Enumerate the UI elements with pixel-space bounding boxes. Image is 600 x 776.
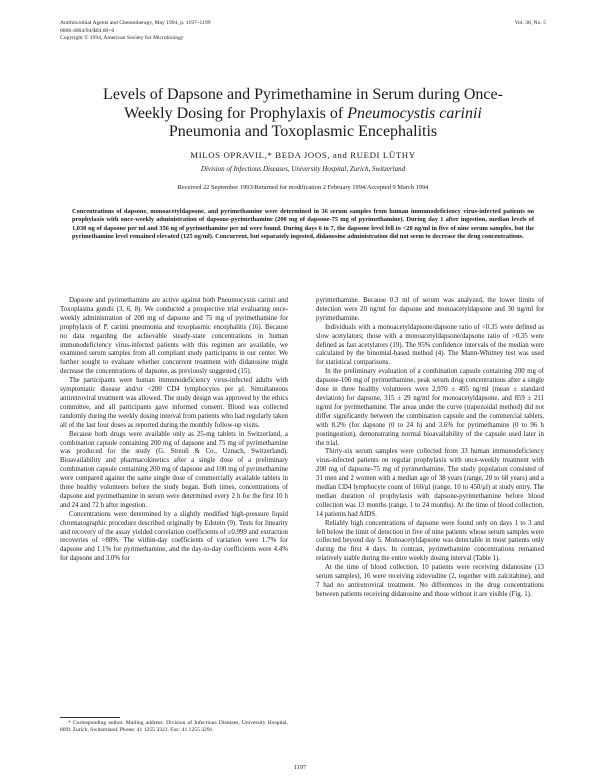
title-line-2 <box>60 105 546 124</box>
corresponding-author-footnote <box>60 720 288 734</box>
paragraph: Dapsone and pyrimethamine are active against both Pneumocystis carinii and Toxoplasma gondii (3, 6, 8). We conducted a prospective trial evaluating once-weekly administration of 200 mg of dapsone and 75 mg of pyrimethamine for prophylaxis of P. carinii pneumonia and toxoplasmic encephalitis (16). Because no data regarding the achievable steady-state concentrations in human immunodeficiency virus-infected patients with this regimen are available, we examined serum samples from all compliant study participants in our center. We further sought to evaluate whether concurrent treatment with didanosine might decrease the concentrations of dapsone, as previously suggested (15). <box>60 297 288 376</box>
paragraph: The participants were human immunodeficiency virus-infected adults with symptomatic disease and/or <200 CD4 lymphocytes per μl. Simultaneous antiretroviral treatment was allowed. The study design was approved by the ethics committee, and all participants gave informed consent. Blood was collected randomly during the weekly dosing interval from patients who had regularly taken all of the last four doses as reported during the monthly follow-up visits. <box>60 377 288 429</box>
paragraph: Thirty-six serum samples were collected from 33 human immunodeficiency virus-infected patients on regular prophylaxis with once-weekly treatment with 200 mg of dapsone-75 mg of pyrimethamine. The study population consisted of 31 men and 2 women with a median age of 38 years (range, 20 to 68 years) and a median CD4 lymphocyte count of 160/μl (range, 10 to 450/μl) at study entry. The median duration of prophylaxis with dapsone-pyrimethamine before blood collection was 13 months (range, 1 to 24 months). At the time of blood collection, 14 patients had AIDS. <box>316 448 544 518</box>
title-line-3: Pneumonia and Toxoplasmic Encephalitis <box>168 123 438 140</box>
footnote-divider <box>60 717 120 718</box>
paragraph: pyrimethamine. Because 0.3 ml of serum was analyzed, the lower limits of detection were 20 ng/ml for dapsone and monoacetyldapsone and 30 ng/ml for pyrimethamine. <box>316 297 544 322</box>
copyright-line: Copyright © 1994, American Society for Microbiology <box>60 35 184 42</box>
paragraph: Reliably high concentrations of dapsone were found only on days 1 to 3 and fell below the limit of detection in five of nine patients whose serum samples were collected beyond day 5. Monoacetyldapsone was detectable in most patients only during the first 4 days. In contrast, pyrimethamine concentrations remained relatively stable during the entire weekly dosing interval (Table 1). <box>316 519 544 563</box>
body-column-left <box>60 297 288 564</box>
title-line-2-text: Weekly Dosing for Prophylaxis of <box>124 104 348 122</box>
paragraph: Because both drugs were available only as 25-mg tablets in Switzerland, a combination capsule containing 200 mg of dapsone and 75 mg of pyrimethamine was produced for the study (G. Streuli & Co., Uznach, Switzerland). Bioavailability and pharmacokinetics after a single dose of a preliminary combination capsule containing 200 mg of dapsone and 100 mg of pyrimethamine were compared against the same single dose of commercially available tablets in three healthy volunteers before the study began. Both times, concentrations of dapsone and pyrimethamine in serum were determined every 2 h for the first 10 h and 24 and 72 h after ingestion. <box>60 430 288 509</box>
footnote-text: * Corresponding author. Mailing address: Division of Infectious Diseases, University Hospital, 8091 Zurich, Switzerland. Phone: 41 1255 3322. Fax: 41 1255 3291. <box>60 720 288 734</box>
abstract: Concentrations of dapsone, monoacetyldapsone, and pyrimethamine were determined in 36 serum samples from human immunodeficiency virus-infected patients on prophylaxis with once-weekly administration of dapsone-pyrimethamine (200 mg of dapsone-75 mg of pyrimethamine). During day 1 after ingestion, median levels of 1,038 ng of dapsone per ml and 356 ng of pyrimethamine per ml were found. During days 6 to 7, the dapsone level fell to <20 ng/ml in five of nine serum samples, but the pyrimethamine level remained elevated (125 ng/ml). Concurrent, but separately ingested, didanosine administration did not seem to decrease the drug concentrations. <box>72 208 534 241</box>
journal-line: Antimicrobial Agents and Chemotherapy, May 1994, p. 1197–1199 <box>60 20 211 26</box>
running-header <box>60 20 546 43</box>
author-list: MILOS OPRAVIL,* BEDA JOOS, and RUEDI LÜTHY <box>190 150 416 160</box>
title-line-1: Levels of Dapsone and Pyrimethamine in Serum during Once- <box>103 86 503 103</box>
author-affiliation: Division of Infectious Diseases, University Hospital, Zurich, Switzerland <box>200 165 406 173</box>
title-organism: Pneumocystis carinii <box>347 104 482 122</box>
volume-issue: Vol. 38, No. 5 <box>514 20 546 26</box>
paragraph: Concentrations were determined by a slightly modified high-pressure liquid chromatographic procedure described originally by Edstein (9). Tests for linearity and recovery of the assay yielded correlation coefficients of ≥0.999 and extraction recoveries of >88%. The within-day coefficients of variation were 1.7% for dapsone and 1.1% for pyrimethamine, and the day-to-day coefficients were 4.4% for dapsone and 3.0% for <box>60 510 288 563</box>
received-dates: Received 22 September 1993/Returned for modification 2 February 1994/Accepted 9 March 1994 <box>177 184 429 191</box>
article-code: 0066-4804/94/$04.00+0 <box>60 27 115 34</box>
paragraph: Individuals with a monoacetyldapsone/dapsone ratio of <0.35 were defined as slow acetylators; those with a monoacetyldapsone/dapsone ratio of >0.35 were defined as fast acetylators (19). The 95% confidence intervals of the median were calculated by the binomial-based method (4). The Mann-Whitney test was used for statistical comparisons. <box>316 323 544 367</box>
article-title <box>60 86 546 142</box>
paragraph: At the time of blood collection, 10 patients were receiving didanosine (13 serum samples), 16 were receiving zidovudine (2, together with zalcitabine), and 7 had no antiretroviral treatment. No differences in the drug concentrations between patients receiving didanosine and those without it are visible (Fig. 1). <box>316 564 544 598</box>
body-column-right <box>316 297 544 600</box>
page-number: 1197 <box>293 764 307 771</box>
paragraph: In the preliminary evaluation of a combination capsule containing 200 mg of dapsone-100 mg of pyrimethamine, peak serum drug concentrations after a single dose in three healthy volunteers were 2,970 ± 495 ng/ml (mean ± standard deviation) for dapsone, 315 ± 29 ng/ml for monoacetyldapsone, and 859 ± 211 ng/ml for pyrimethamine. The areas under the curve (trapezoidal method) did not differ significantly between the combination capsule and the commercial tablets, with 8.2% (for dapsone (0 to 24 h) and 3.6% for pyrimethamine (0 to 96 h postingestion), demonstrating normal bioavailability of the capsule used later in the trial. <box>316 368 544 447</box>
